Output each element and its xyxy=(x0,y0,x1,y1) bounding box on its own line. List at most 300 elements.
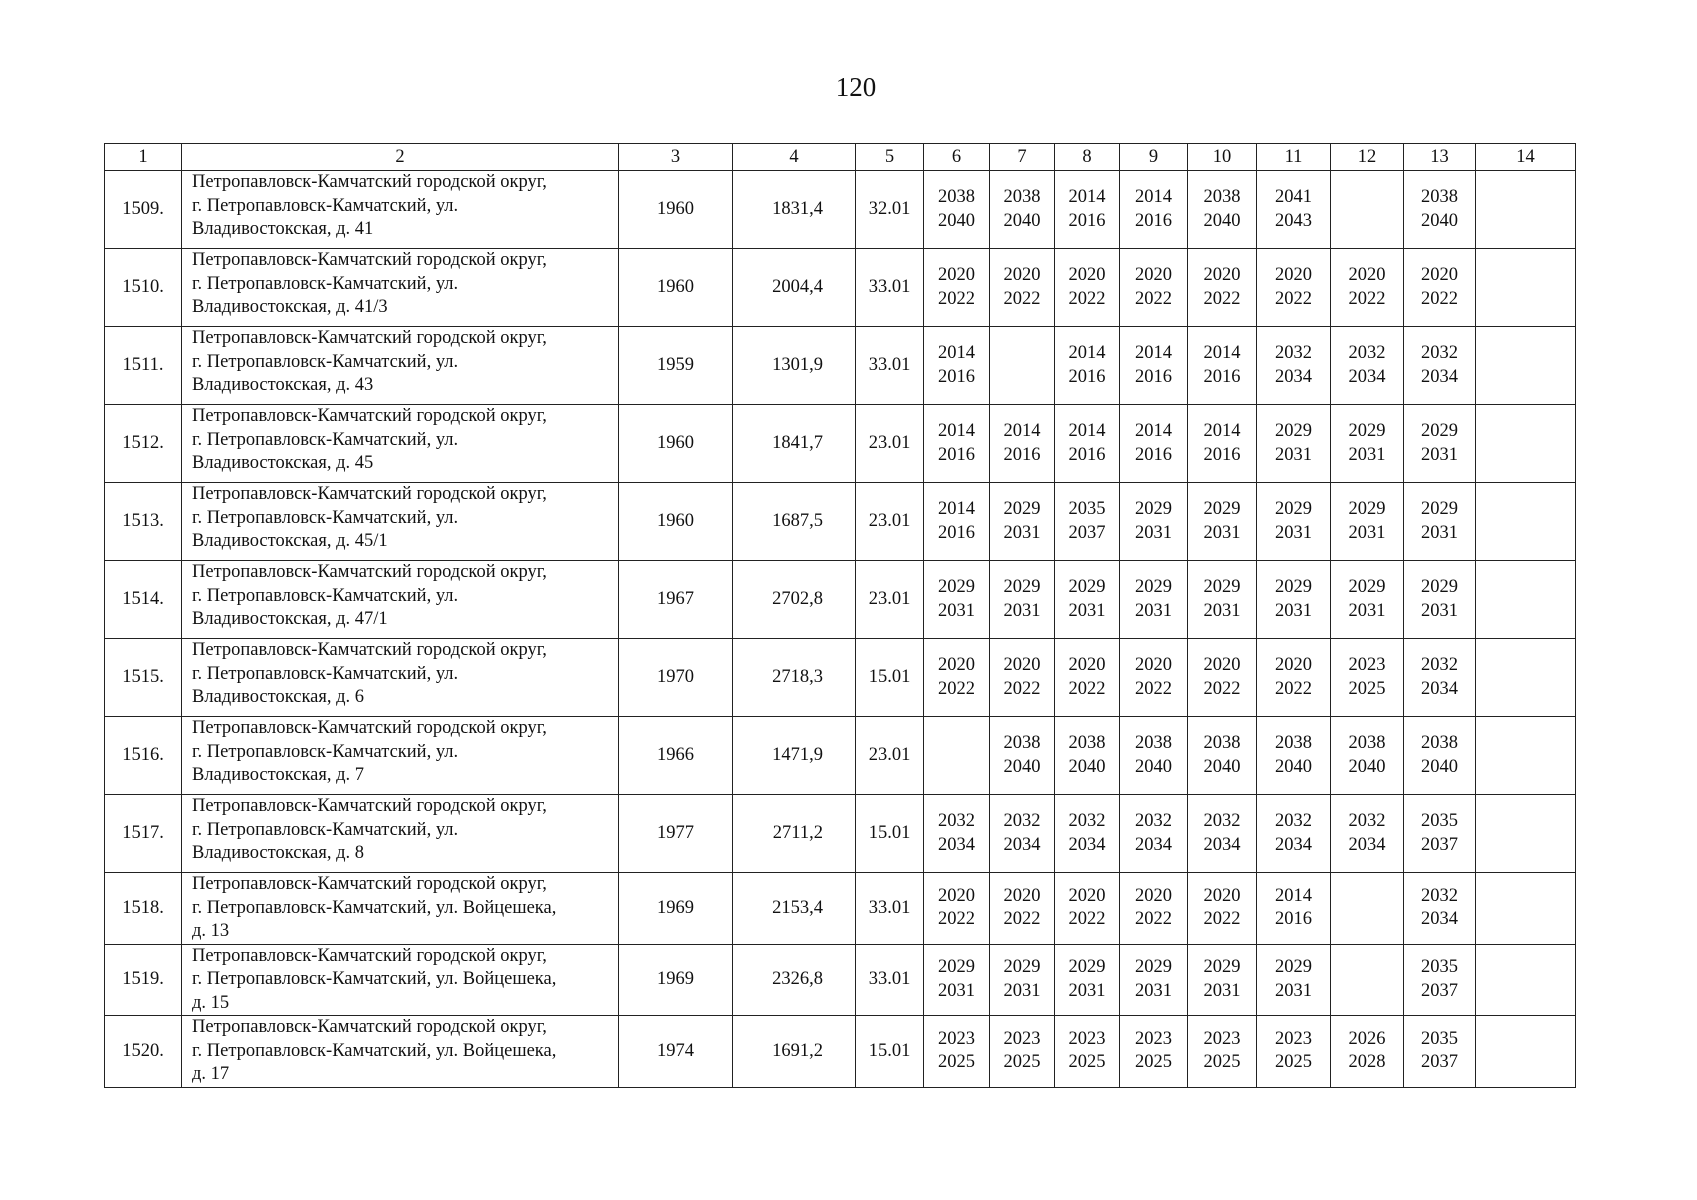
address-cell xyxy=(182,327,619,405)
address-line: Петропавловск-Камчатский городской округ, xyxy=(192,1017,547,1037)
period-end: 2031 xyxy=(1135,980,1172,1001)
period-cell xyxy=(1055,483,1120,561)
period-end: 2022 xyxy=(1203,909,1241,930)
row-number-cell: 1509. xyxy=(105,171,182,249)
period-end: 2040 xyxy=(1203,756,1241,777)
period-cell xyxy=(924,944,990,1016)
code-cell: 23.01 xyxy=(856,483,924,561)
period-start: 2020 xyxy=(1203,885,1241,906)
code-cell: 15.01 xyxy=(856,1016,924,1088)
period-cell xyxy=(1331,249,1404,327)
period-end: 2025 xyxy=(1003,1052,1041,1073)
area-cell: 2702,8 xyxy=(733,561,856,639)
period-cell xyxy=(1188,483,1257,561)
period-start: 2014 xyxy=(1203,421,1241,441)
table-row xyxy=(105,249,1576,327)
table-body xyxy=(105,171,1576,1088)
column-header: 14 xyxy=(1476,144,1576,171)
period-cell xyxy=(1120,717,1188,795)
address-line: Петропавловск-Камчатский городской округ, xyxy=(192,172,547,192)
period-end: 2016 xyxy=(1003,444,1041,465)
period-start: 2038 xyxy=(1421,187,1458,207)
code-cell: 33.01 xyxy=(856,327,924,405)
table-row xyxy=(105,795,1576,873)
period-start: 2038 xyxy=(1003,733,1041,753)
address-cell xyxy=(182,1016,619,1088)
area-cell: 1691,2 xyxy=(733,1016,856,1088)
address-line: Владивостокская, д. 43 xyxy=(192,375,374,395)
housing-register-table xyxy=(104,143,1576,1088)
period-end: 2034 xyxy=(1135,834,1172,855)
period-start: 2020 xyxy=(1003,885,1041,906)
empty-cell xyxy=(1476,171,1576,249)
period-end: 2037 xyxy=(1068,522,1106,543)
period-end: 2040 xyxy=(1275,756,1312,777)
code-cell: 33.01 xyxy=(856,873,924,945)
period-end: 2031 xyxy=(1203,522,1241,543)
period-start: 2023 xyxy=(1068,1028,1106,1049)
period-end: 2016 xyxy=(1068,366,1106,387)
period-cell xyxy=(1331,405,1404,483)
period-end: 2025 xyxy=(1135,1052,1172,1073)
address-line: Петропавловск-Камчатский городской округ, xyxy=(192,796,547,816)
period-start: 2014 xyxy=(1135,187,1172,207)
period-start: 2020 xyxy=(1135,885,1172,906)
period-cell xyxy=(924,171,990,249)
period-end: 2037 xyxy=(1421,980,1458,1001)
code-cell: 15.01 xyxy=(856,795,924,873)
row-number-cell: 1520. xyxy=(105,1016,182,1088)
period-cell xyxy=(1257,639,1331,717)
period-end: 2040 xyxy=(1068,756,1106,777)
period-cell xyxy=(1404,873,1476,945)
row-number-cell: 1510. xyxy=(105,249,182,327)
period-cell xyxy=(1120,639,1188,717)
area-cell: 1471,9 xyxy=(733,717,856,795)
period-end: 2016 xyxy=(1203,366,1241,387)
period-start: 2020 xyxy=(1275,265,1312,285)
period-start: 2032 xyxy=(1203,811,1241,831)
address-line: д. 13 xyxy=(192,921,230,941)
period-start: 2029 xyxy=(938,957,975,978)
period-end: 2034 xyxy=(1068,834,1106,855)
period-cell xyxy=(1257,561,1331,639)
period-end: 2025 xyxy=(1275,1052,1312,1073)
period-start: 2029 xyxy=(1421,421,1458,441)
period-start: 2014 xyxy=(1135,343,1172,363)
address-cell xyxy=(182,944,619,1016)
period-end: 2037 xyxy=(1421,1052,1458,1073)
period-cell xyxy=(1404,561,1476,639)
period-cell xyxy=(1404,639,1476,717)
table-row xyxy=(105,873,1576,945)
period-start: 2020 xyxy=(938,885,975,906)
period-cell xyxy=(1188,873,1257,945)
period-cell xyxy=(924,1016,990,1088)
period-end: 2031 xyxy=(1421,600,1458,621)
period-cell xyxy=(1331,639,1404,717)
period-start: 2014 xyxy=(938,343,975,363)
address-cell xyxy=(182,561,619,639)
period-start: 2032 xyxy=(1068,811,1106,831)
row-number-cell: 1512. xyxy=(105,405,182,483)
empty-cell xyxy=(1476,327,1576,405)
period-cell xyxy=(1188,944,1257,1016)
period-cell xyxy=(1331,171,1404,249)
period-end: 2028 xyxy=(1348,1052,1386,1073)
period-end: 2031 xyxy=(938,980,975,1001)
period-cell xyxy=(1331,483,1404,561)
code-cell: 33.01 xyxy=(856,249,924,327)
empty-cell xyxy=(1476,483,1576,561)
empty-cell xyxy=(1476,795,1576,873)
address-line: г. Петропавловск-Камчатский, ул. xyxy=(192,195,459,216)
address-line: д. 15 xyxy=(192,992,230,1013)
period-cell xyxy=(1188,717,1257,795)
period-cell xyxy=(990,873,1055,945)
period-cell xyxy=(1257,717,1331,795)
column-header: 3 xyxy=(619,144,733,171)
area-cell: 2004,4 xyxy=(733,249,856,327)
period-end: 2034 xyxy=(1203,834,1241,855)
empty-cell xyxy=(1476,405,1576,483)
area-cell: 1831,4 xyxy=(733,171,856,249)
period-start: 2038 xyxy=(1275,733,1312,753)
period-end: 2022 xyxy=(1135,909,1172,930)
period-cell xyxy=(1055,405,1120,483)
period-cell xyxy=(1055,717,1120,795)
period-start: 2029 xyxy=(1135,957,1172,978)
period-end: 2022 xyxy=(1135,678,1172,699)
period-end: 2016 xyxy=(1068,444,1106,465)
period-cell xyxy=(990,483,1055,561)
period-start: 2023 xyxy=(1275,1028,1312,1049)
row-number-cell: 1519. xyxy=(105,944,182,1016)
period-start: 2023 xyxy=(1203,1028,1241,1049)
address-line: Владивостокская, д. 6 xyxy=(192,687,365,707)
period-cell xyxy=(990,1016,1055,1088)
period-start: 2029 xyxy=(1003,957,1041,978)
period-cell xyxy=(1257,483,1331,561)
address-line: Петропавловск-Камчатский городской округ, xyxy=(192,484,547,504)
code-cell: 32.01 xyxy=(856,171,924,249)
period-end: 2031 xyxy=(1135,600,1172,621)
period-start: 2029 xyxy=(1003,499,1041,519)
period-end: 2022 xyxy=(1068,288,1106,309)
period-end: 2031 xyxy=(1275,600,1312,621)
period-cell xyxy=(924,873,990,945)
period-start: 2038 xyxy=(1068,733,1106,753)
period-cell xyxy=(1120,873,1188,945)
year-cell: 1960 xyxy=(619,483,733,561)
period-cell xyxy=(1055,873,1120,945)
address-line: г. Петропавловск-Камчатский, ул. xyxy=(192,273,459,294)
period-end: 2031 xyxy=(1003,600,1041,621)
table-row xyxy=(105,717,1576,795)
period-cell xyxy=(1120,483,1188,561)
period-cell xyxy=(1120,795,1188,873)
period-end: 2031 xyxy=(1003,980,1041,1001)
address-line: г. Петропавловск-Камчатский, ул. xyxy=(192,741,459,762)
period-cell xyxy=(1188,1016,1257,1088)
year-cell: 1974 xyxy=(619,1016,733,1088)
area-cell: 2153,4 xyxy=(733,873,856,945)
table-row xyxy=(105,327,1576,405)
code-cell: 23.01 xyxy=(856,717,924,795)
address-line: Петропавловск-Камчатский городской округ, xyxy=(192,640,547,660)
period-cell xyxy=(1331,944,1404,1016)
period-cell xyxy=(1404,795,1476,873)
period-end: 2031 xyxy=(1135,522,1172,543)
period-end: 2034 xyxy=(1275,366,1312,387)
period-start: 2029 xyxy=(1348,499,1386,519)
period-end: 2040 xyxy=(1348,756,1386,777)
period-end: 2022 xyxy=(1275,288,1312,309)
address-line: г. Петропавловск-Камчатский, ул. xyxy=(192,819,459,840)
period-start: 2029 xyxy=(1068,957,1106,978)
period-start: 2020 xyxy=(938,265,975,285)
address-line: г. Петропавловск-Камчатский, ул. xyxy=(192,585,459,606)
period-cell xyxy=(1331,795,1404,873)
period-cell xyxy=(1120,249,1188,327)
period-end: 2031 xyxy=(1348,522,1386,543)
table-row xyxy=(105,561,1576,639)
period-end: 2034 xyxy=(1421,909,1458,930)
address-cell xyxy=(182,639,619,717)
period-cell xyxy=(1404,405,1476,483)
period-cell xyxy=(990,171,1055,249)
period-start: 2020 xyxy=(1068,885,1106,906)
period-end: 2037 xyxy=(1421,834,1458,855)
period-start: 2023 xyxy=(1003,1028,1041,1049)
address-line: г. Петропавловск-Камчатский, ул. Войцешека, xyxy=(192,1040,557,1061)
period-end: 2040 xyxy=(1421,210,1458,231)
period-start: 2029 xyxy=(938,577,975,597)
period-start: 2038 xyxy=(1135,733,1172,753)
period-start: 2014 xyxy=(1135,421,1172,441)
period-cell xyxy=(1257,1016,1331,1088)
period-start: 2038 xyxy=(938,187,975,207)
period-end: 2040 xyxy=(1203,210,1241,231)
period-cell xyxy=(1120,171,1188,249)
period-cell xyxy=(1404,327,1476,405)
address-line: Владивостокская, д. 41/3 xyxy=(192,297,388,317)
period-cell xyxy=(1331,327,1404,405)
column-header: 5 xyxy=(856,144,924,171)
row-number-cell: 1511. xyxy=(105,327,182,405)
period-start: 2032 xyxy=(1348,343,1386,363)
period-start: 2014 xyxy=(938,499,975,519)
period-end: 2016 xyxy=(1275,909,1312,930)
column-header: 10 xyxy=(1188,144,1257,171)
period-start: 2029 xyxy=(1135,499,1172,519)
period-start: 2032 xyxy=(1421,885,1458,906)
period-cell xyxy=(1188,561,1257,639)
period-start: 2020 xyxy=(1275,655,1312,675)
area-cell: 1687,5 xyxy=(733,483,856,561)
period-cell xyxy=(1404,171,1476,249)
area-cell: 2718,3 xyxy=(733,639,856,717)
period-cell xyxy=(990,249,1055,327)
period-start: 2023 xyxy=(938,1028,975,1049)
code-cell: 15.01 xyxy=(856,639,924,717)
code-cell: 23.01 xyxy=(856,405,924,483)
address-line: г. Петропавловск-Камчатский, ул. Войцешека, xyxy=(192,897,557,918)
address-line: г. Петропавловск-Камчатский, ул. xyxy=(192,507,459,528)
period-cell xyxy=(1331,1016,1404,1088)
address-line: г. Петропавловск-Камчатский, ул. xyxy=(192,351,459,372)
period-end: 2022 xyxy=(1003,678,1041,699)
address-line: г. Петропавловск-Камчатский, ул. xyxy=(192,429,459,450)
period-start: 2029 xyxy=(1068,577,1106,597)
address-line: Петропавловск-Камчатский городской округ, xyxy=(192,406,547,426)
period-cell xyxy=(1188,795,1257,873)
address-cell xyxy=(182,795,619,873)
empty-cell xyxy=(1476,639,1576,717)
address-cell xyxy=(182,873,619,945)
area-cell: 2326,8 xyxy=(733,944,856,1016)
period-end: 2034 xyxy=(938,834,975,855)
period-cell xyxy=(1404,717,1476,795)
period-cell xyxy=(1257,944,1331,1016)
period-start: 2041 xyxy=(1275,187,1312,207)
period-cell xyxy=(924,405,990,483)
period-cell xyxy=(1055,327,1120,405)
period-start: 2038 xyxy=(1203,733,1241,753)
period-start: 2020 xyxy=(938,655,975,675)
address-line: Владивостокская, д. 47/1 xyxy=(192,609,388,629)
period-cell xyxy=(1257,249,1331,327)
period-start: 2020 xyxy=(1421,265,1458,285)
table-row xyxy=(105,483,1576,561)
period-cell xyxy=(924,483,990,561)
period-cell xyxy=(1120,944,1188,1016)
period-start: 2014 xyxy=(1203,343,1241,363)
period-end: 2025 xyxy=(1348,678,1386,699)
period-start: 2038 xyxy=(1203,187,1241,207)
period-cell xyxy=(1120,561,1188,639)
period-start: 2038 xyxy=(1421,733,1458,753)
period-start: 2020 xyxy=(1068,265,1106,285)
period-cell xyxy=(1055,561,1120,639)
address-line: Петропавловск-Камчатский городской округ, xyxy=(192,562,547,582)
period-end: 2034 xyxy=(1003,834,1041,855)
empty-cell xyxy=(1476,249,1576,327)
row-number-cell: 1516. xyxy=(105,717,182,795)
period-start: 2029 xyxy=(1275,957,1312,978)
period-end: 2016 xyxy=(938,366,975,387)
period-end: 2022 xyxy=(1068,678,1106,699)
period-end: 2040 xyxy=(1135,756,1172,777)
period-cell xyxy=(990,405,1055,483)
column-header: 13 xyxy=(1404,144,1476,171)
row-number-cell: 1517. xyxy=(105,795,182,873)
period-end: 2022 xyxy=(938,909,975,930)
code-cell: 23.01 xyxy=(856,561,924,639)
table-row xyxy=(105,1016,1576,1088)
year-cell: 1960 xyxy=(619,249,733,327)
period-start: 2029 xyxy=(1348,577,1386,597)
address-line: Владивостокская, д. 8 xyxy=(192,843,365,863)
address-line: Владивостокская, д. 45/1 xyxy=(192,531,388,551)
period-cell xyxy=(924,249,990,327)
empty-cell xyxy=(1476,944,1576,1016)
period-end: 2016 xyxy=(1068,210,1106,231)
period-cell xyxy=(1188,249,1257,327)
column-header: 8 xyxy=(1055,144,1120,171)
period-start: 2023 xyxy=(1348,655,1386,675)
period-end: 2031 xyxy=(1275,444,1312,465)
period-cell xyxy=(924,639,990,717)
row-number-cell: 1514. xyxy=(105,561,182,639)
year-cell: 1960 xyxy=(619,171,733,249)
period-start: 2035 xyxy=(1421,811,1458,831)
period-cell xyxy=(1120,1016,1188,1088)
period-start: 2020 xyxy=(1203,655,1241,675)
period-cell xyxy=(924,795,990,873)
period-cell xyxy=(1257,405,1331,483)
period-end: 2016 xyxy=(1135,444,1172,465)
year-cell: 1977 xyxy=(619,795,733,873)
period-cell xyxy=(1188,171,1257,249)
period-start: 2020 xyxy=(1135,655,1172,675)
period-start: 2029 xyxy=(1275,577,1312,597)
year-cell: 1967 xyxy=(619,561,733,639)
period-end: 2022 xyxy=(1275,678,1312,699)
area-cell: 1841,7 xyxy=(733,405,856,483)
period-cell xyxy=(924,561,990,639)
column-header: 4 xyxy=(733,144,856,171)
period-end: 2040 xyxy=(1003,756,1041,777)
column-header: 1 xyxy=(105,144,182,171)
area-cell: 2711,2 xyxy=(733,795,856,873)
period-start: 2014 xyxy=(1068,421,1106,441)
period-start: 2038 xyxy=(1003,187,1041,207)
period-start: 2029 xyxy=(1275,421,1312,441)
period-start: 2014 xyxy=(1275,885,1312,906)
period-end: 2040 xyxy=(1003,210,1041,231)
period-cell xyxy=(1404,249,1476,327)
period-end: 2016 xyxy=(1135,366,1172,387)
period-end: 2031 xyxy=(1275,522,1312,543)
period-cell xyxy=(1055,639,1120,717)
period-end: 2016 xyxy=(1203,444,1241,465)
empty-cell xyxy=(1476,561,1576,639)
period-cell xyxy=(1404,944,1476,1016)
period-end: 2022 xyxy=(1203,288,1241,309)
period-end: 2031 xyxy=(1421,444,1458,465)
period-start: 2023 xyxy=(1135,1028,1172,1049)
address-cell xyxy=(182,483,619,561)
period-cell xyxy=(1257,327,1331,405)
period-cell xyxy=(1055,249,1120,327)
period-end: 2043 xyxy=(1275,210,1312,231)
column-header: 7 xyxy=(990,144,1055,171)
period-start: 2020 xyxy=(1003,655,1041,675)
period-cell xyxy=(1257,873,1331,945)
empty-cell xyxy=(1476,873,1576,945)
address-line: Петропавловск-Камчатский городской округ, xyxy=(192,250,547,270)
period-end: 2016 xyxy=(938,444,975,465)
period-end: 2022 xyxy=(1003,909,1041,930)
period-start: 2029 xyxy=(1003,577,1041,597)
period-start: 2032 xyxy=(1275,811,1312,831)
table-row xyxy=(105,405,1576,483)
column-header: 9 xyxy=(1120,144,1188,171)
period-end: 2034 xyxy=(1275,834,1312,855)
period-end: 2016 xyxy=(938,522,975,543)
column-header: 2 xyxy=(182,144,619,171)
